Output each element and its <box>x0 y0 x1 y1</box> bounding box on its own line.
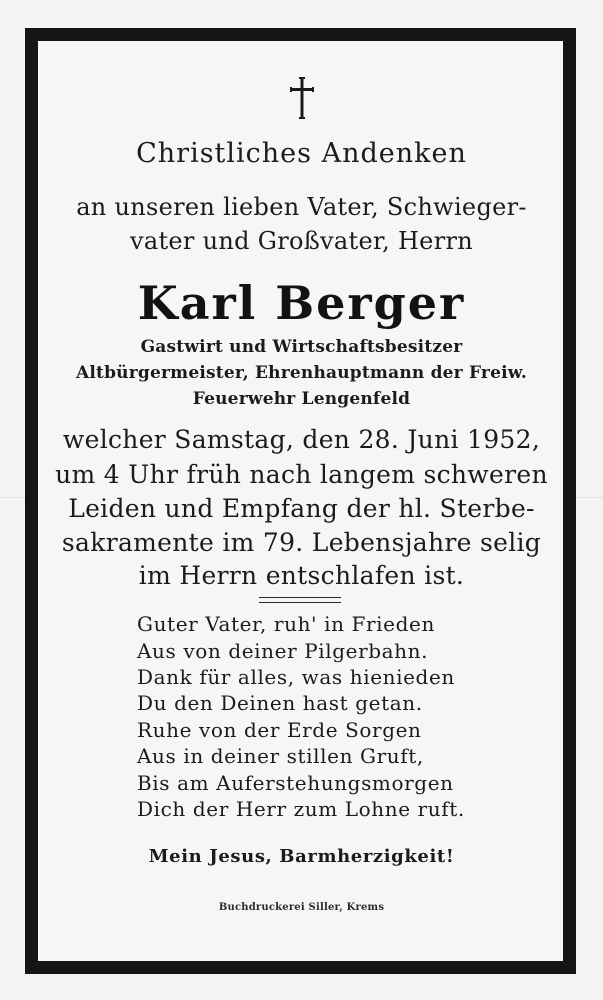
divider-upper <box>259 597 341 598</box>
prayer-line: Mein Jesus, Barmherzigkeit! <box>148 846 455 867</box>
cross-icon <box>288 75 316 121</box>
office-line: Altbürgermeister, Ehrenhauptmann der Freiw. <box>75 363 527 383</box>
death-notice-line-2: um 4 Uhr früh nach langem schweren <box>55 460 548 489</box>
poem-line-7: Bis am Auferstehungsmorgen <box>137 771 454 795</box>
poem-line-1: Guter Vater, ruh' in Frieden <box>137 612 435 636</box>
poem-line-4: Du den Deinen hast getan. <box>137 691 423 715</box>
divider-lower <box>259 602 341 603</box>
poem-line-5: Ruhe von der Erde Sorgen <box>137 718 422 742</box>
poem-line-8: Dich der Herr zum Lohne ruft. <box>137 797 465 821</box>
death-notice-line-5: im Herrn entschlafen ist. <box>138 561 465 590</box>
death-notice-line-3: Leiden und Empfang der hl. Sterbe- <box>68 494 535 523</box>
intro-line-1: an unseren lieben Vater, Schwieger- <box>76 193 527 221</box>
poem-line-6: Aus in deiner stillen Gruft, <box>137 744 424 768</box>
printer-imprint: Buchdruckerei Siller, Krems <box>218 902 385 913</box>
poem-line-3: Dank für alles, was hienieden <box>137 665 455 689</box>
memorial-heading: Christliches Andenken <box>136 138 467 169</box>
occupation-line: Gastwirt und Wirtschaftsbesitzer <box>140 337 463 357</box>
fire-brigade-line: Feuerwehr Lengenfeld <box>192 389 411 409</box>
death-notice-line-1: welcher Samstag, den 28. Juni 1952, <box>62 425 541 454</box>
death-notice-line-4: sakramente im 79. Lebensjahre selig <box>61 528 542 557</box>
poem-line-2: Aus von deiner Pilgerbahn. <box>137 639 429 663</box>
intro-line-2: vater und Großvater, Herrn <box>130 227 473 255</box>
deceased-name: Karl Berger <box>137 276 466 330</box>
